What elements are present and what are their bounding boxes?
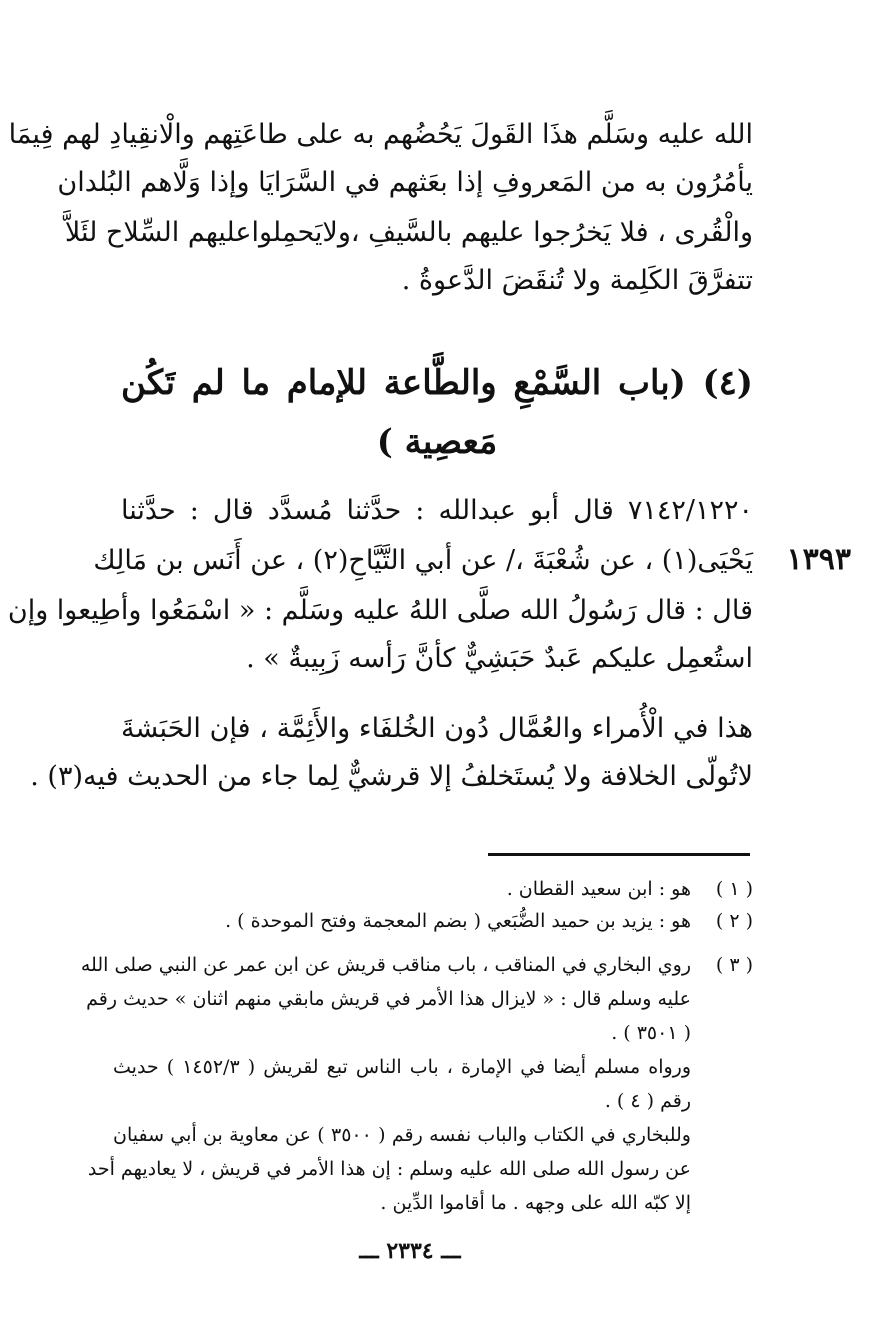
footnote-text: عن رسول الله صلى الله عليه وسلم : إن هذا الأمر في قريش ، لا يعاديهم أحد [87, 1158, 691, 1180]
page-number: ـــ ٢٣٣٤ ـــ [359, 1238, 461, 1264]
footnote-text: روي البخاري في المناقب ، باب مناقب قريش عن ابن عمر عن النبي صلى الله [80, 954, 691, 976]
heading-line: مَعصِية ) [376, 422, 498, 462]
footnote-text: وللبخاري في الكتاب والباب نفسه رقم ( ٣٥٠٠ ) عن معاوية بن أبي سفيان [113, 1124, 691, 1146]
footnote-text: هو : يزيد بن حميد الضُّبَعي ( بضم المعجمة وفتح الموحدة ) . [225, 910, 691, 932]
text-line: استُعمِل عليكم عَبدٌ حَبَشِيٌّ كأنَّ رَأسه زَبِيبةٌ » . [246, 643, 753, 674]
margin-hadith-number: ١٣٩٣ [786, 542, 851, 577]
footnote-text: إلا كبّه الله على وجهه . ما أقاموا الدِّين . [380, 1192, 691, 1214]
heading-line: (٤) (باب السَّمْعِ والطَّاعة للإمام ما لم تَكُن [121, 363, 753, 403]
text-line: ٧١٤٢/١٢٢٠ قال أبو عبدالله : حدَّثنا مُسدَّد قال : حدَّثنا [121, 495, 753, 526]
footnote-text: عليه وسلم قال : « لايزال هذا الأمر في قريش مابقي منهم اثنان » حديث رقم [86, 988, 691, 1010]
footnote-text: هو : ابن سعيد القطان . [506, 878, 691, 900]
footnote-marker: ( ٢ ) [715, 910, 753, 932]
footnote-marker: ( ١ ) [715, 878, 753, 900]
text-line: لاتُولّى الخلافة ولا يُستَخلفُ إلا قرشيٌّ لِما جاء من الحديث فيه(٣) . [30, 761, 753, 792]
text-line: الله عليه وسَلَّم هذَا القَولَ يَحُضُهم به على طاعَتِهم والْانقِيادِ لهم فِيمَا [8, 119, 753, 150]
text-line: يَحْيَى(١) ، عن شُعْبَةَ ،/ عن أبي التَّيَّاحِ(٢) ، عن أَنَس بن مَالِك [93, 545, 753, 576]
text-line: قال : قال رَسُولُ الله صلَّى اللهُ عليه وسَلَّم : « اسْمَعُوا وأطِيعوا وإن [7, 595, 753, 626]
footnote-text: ورواه مسلم أيضا في الإمارة ، باب الناس تبع لقريش ( ١٤٥٢/٣ ) حديث [113, 1056, 692, 1078]
text-line: تتفرَّقَ الكَلِمة ولا تُنقَضَ الدَّعوةُ . [401, 265, 753, 296]
footnote-text: رقم ( ٤ ) . [604, 1090, 691, 1112]
text-line: هذا في الْأُمراء والعُمَّال دُون الخُلفَاء والأَئِمَّة ، فإن الحَبَشةَ [121, 713, 753, 744]
text-line: والْقُرى ، فلا يَخرُجوا عليهم بالسَّيفِ ،ولايَحمِلواعليهم السِّلاح لئَلاَّ [64, 217, 753, 248]
footnote-text: ( ٣٥٠١ ) . [611, 1022, 691, 1044]
footnote-separator [488, 853, 750, 856]
text-line: يأمُرُون به من المَعروفِ إذا بعَثهم في السَّرَايَا وإذا وَلَّاهم البُلدان [57, 167, 753, 198]
footnote-marker: ( ٣ ) [715, 954, 753, 976]
